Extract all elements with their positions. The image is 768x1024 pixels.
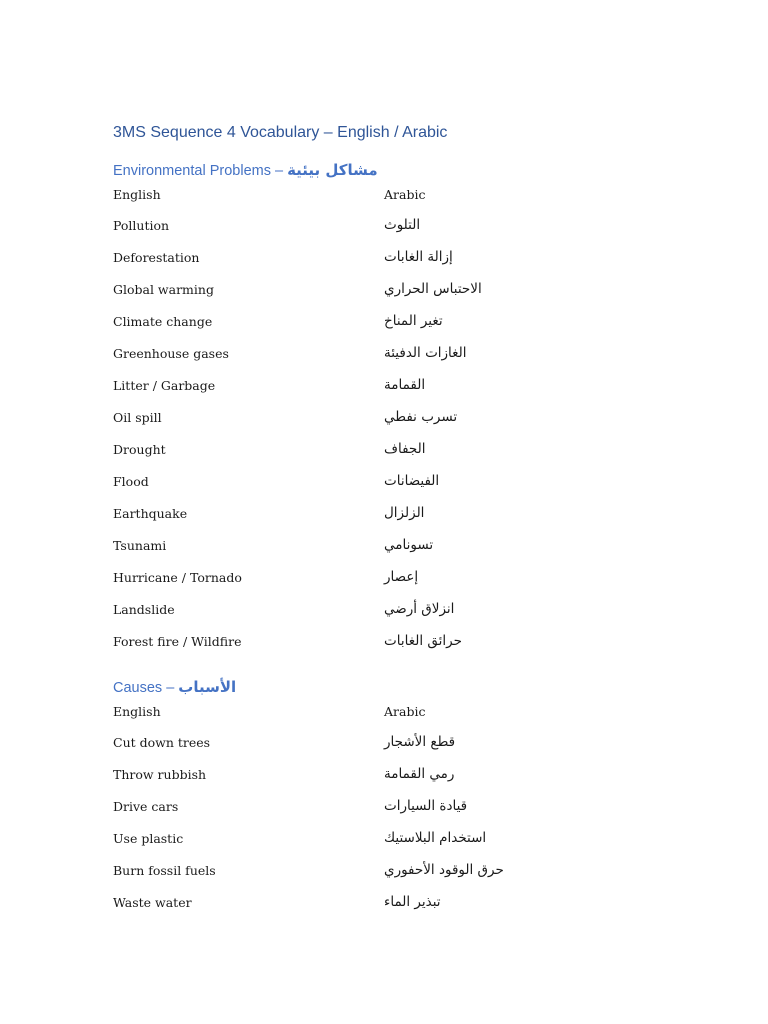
column-header-arabic: Arabic	[384, 187, 426, 202]
column-header-english: English	[113, 187, 161, 202]
english-term: Waste water	[113, 895, 192, 910]
english-term: Landslide	[113, 602, 175, 617]
arabic-term: تغير المناخ	[384, 313, 443, 329]
table-row	[113, 735, 633, 767]
arabic-term: حرق الوقود الأحفوري	[384, 862, 504, 878]
table-row	[113, 767, 633, 799]
english-term: Litter / Garbage	[113, 378, 216, 393]
arabic-term: القمامة	[384, 377, 426, 393]
document-title: 3MS Sequence 4 Vocabulary – English / Arabic	[113, 124, 448, 141]
english-term: Use plastic	[113, 831, 184, 846]
table-row	[113, 346, 633, 378]
section-heading-arabic: مشاكل بيئية	[287, 161, 378, 179]
arabic-term: تسرب نفطي	[384, 409, 458, 425]
table-row	[113, 602, 633, 634]
table-row	[113, 282, 633, 314]
section-heading-environmental-problems	[113, 161, 378, 179]
table-row	[113, 250, 633, 282]
table-row	[113, 799, 633, 831]
english-term: Hurricane / Tornado	[113, 570, 242, 585]
table-row	[113, 538, 633, 570]
table-row	[113, 831, 633, 863]
table-row	[113, 314, 633, 346]
english-term: Deforestation	[113, 250, 200, 265]
arabic-term: إزالة الغابات	[384, 249, 453, 265]
column-header-arabic: Arabic	[384, 704, 426, 719]
column-header-english: English	[113, 704, 161, 719]
table-row	[113, 378, 633, 410]
arabic-term: تبذير الماء	[384, 894, 441, 910]
table-row	[113, 506, 633, 538]
arabic-term: رمي القمامة	[384, 766, 455, 782]
arabic-term: تسونامي	[384, 537, 434, 553]
table-row	[113, 895, 633, 927]
table-row	[113, 863, 633, 895]
arabic-term: قيادة السيارات	[384, 798, 468, 814]
section-heading-causes	[113, 678, 236, 696]
table-row	[113, 474, 633, 506]
english-term: Pollution	[113, 218, 170, 233]
english-term: Forest fire / Wildfire	[113, 634, 242, 649]
arabic-term: استخدام البلاستيك	[384, 830, 487, 846]
english-term: Earthquake	[113, 506, 188, 521]
table-row	[113, 410, 633, 442]
section-heading-english: Environmental Problems –	[113, 163, 288, 179]
table-row	[113, 634, 633, 666]
english-term: Cut down trees	[113, 735, 211, 750]
arabic-term: الفيضانات	[384, 473, 440, 489]
table-row	[113, 570, 633, 602]
vocabulary-table-environmental-problems	[113, 187, 633, 666]
english-term: Flood	[113, 474, 149, 489]
english-term: Global warming	[113, 282, 214, 297]
arabic-term: الاحتباس الحراري	[384, 281, 482, 297]
english-term: Throw rubbish	[113, 767, 207, 782]
arabic-term: انزلاق أرضي	[384, 601, 455, 617]
arabic-term: التلوث	[384, 217, 421, 233]
english-term: Oil spill	[113, 410, 162, 425]
arabic-term: الجفاف	[384, 441, 426, 457]
english-term: Drought	[113, 442, 166, 457]
english-term: Burn fossil fuels	[113, 863, 216, 878]
arabic-term: الغازات الدفيئة	[384, 345, 467, 361]
english-term: Greenhouse gases	[113, 346, 229, 361]
arabic-term: إعصار	[384, 569, 419, 585]
arabic-term: حرائق الغابات	[384, 633, 462, 649]
table-header-row	[113, 187, 633, 218]
english-term: Drive cars	[113, 799, 179, 814]
table-row	[113, 218, 633, 250]
section-heading-english: Causes –	[113, 680, 179, 696]
table-header-row	[113, 704, 633, 735]
table-row	[113, 442, 633, 474]
english-term: Tsunami	[113, 538, 167, 553]
arabic-term: الزلزال	[384, 505, 425, 521]
section-heading-arabic: الأسباب	[178, 678, 237, 696]
vocabulary-table-causes	[113, 704, 633, 927]
english-term: Climate change	[113, 314, 213, 329]
arabic-term: قطع الأشجار	[384, 734, 456, 750]
